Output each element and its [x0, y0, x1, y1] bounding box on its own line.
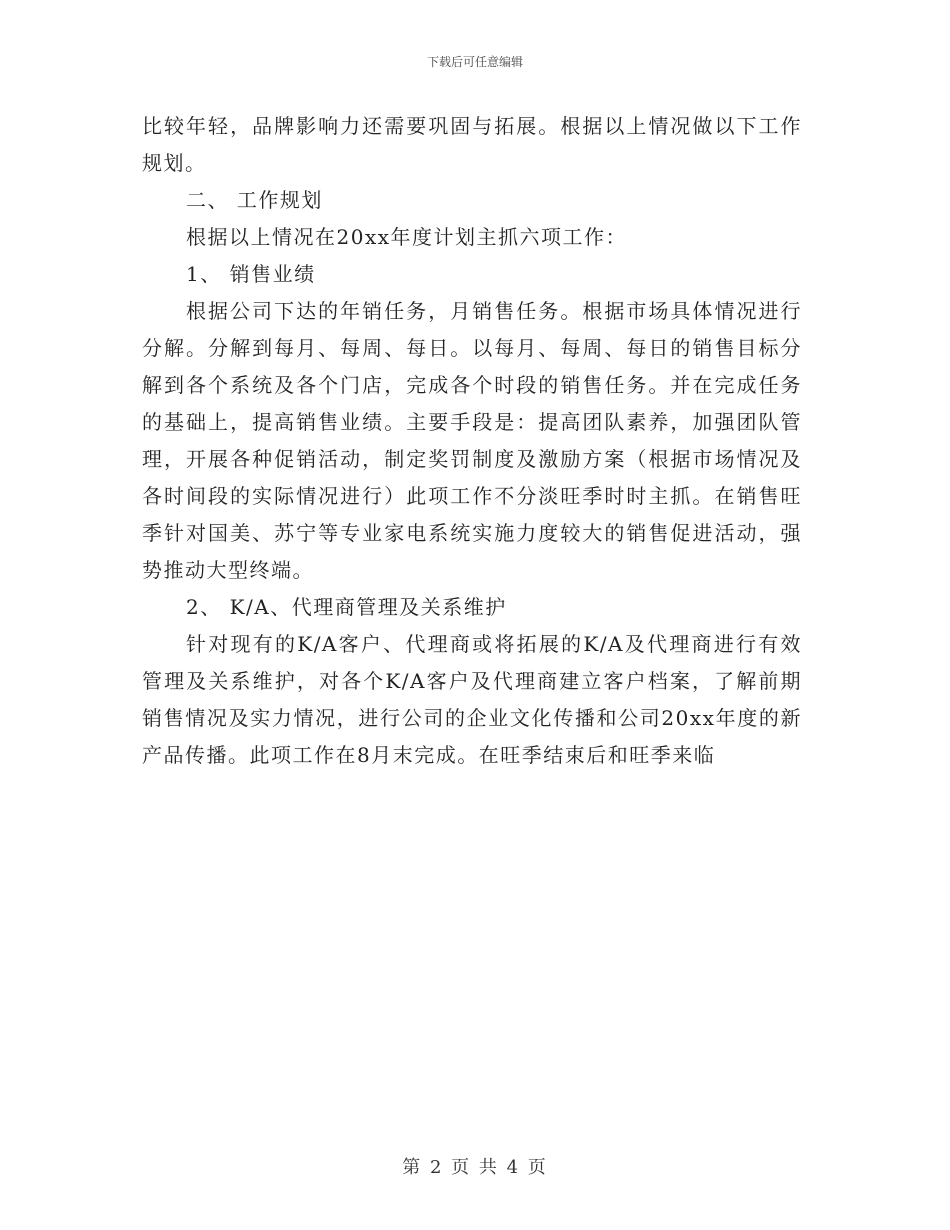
paragraph-continued: 比较年轻，品牌影响力还需要巩固与拓展。根据以上情况做以下工作规划。 — [142, 114, 802, 175]
document-body — [142, 108, 802, 774]
section-heading-work-plan: 二、 工作规划 — [186, 188, 323, 212]
paragraph-ka-agent-management: 针对现有的K/A客户、代理商或将拓展的K/A及代理商进行有效管理及关系维护，对各个K/A客户及代理商建立客户档案，了解前期销售情况及实力情况，进行公司的企业文化传播和公司20xx年度的新产品传播。此项工作在8月末完成。在旺季结束后和旺季来临 — [142, 632, 802, 767]
paragraph-intro: 根据以上情况在20xx年度计划主抓六项工作： — [186, 225, 628, 249]
page-header: 下载后可任意编辑 — [426, 55, 523, 69]
page-number: 第 2 页 共 4 页 — [402, 1157, 548, 1178]
subheading-ka-agent-management: 2、 K/A、代理商管理及关系维护 — [186, 595, 507, 619]
paragraph-sales-performance: 根据公司下达的年销任务，月销售任务。根据市场具体情况进行分解。分解到每月、每周、每日。以每月、每周、每日的销售目标分解到各个系统及各个门店，完成各个时段的销售任务。并在完成任务的基础上，提高销售业绩。主要手段是：提高团队素养，加强团队管理，开展各种促销活动，制定奖罚制度及激励方案（根据市场情况及各时间段的实际情况进行）此项工作不分淡旺季时时主抓。在销售旺季针对国美、苏宁等专业家电系统实施力度较大的销售促进活动，强势推动大型终端。 — [142, 299, 802, 582]
subheading-sales-performance: 1、 销售业绩 — [186, 262, 316, 286]
